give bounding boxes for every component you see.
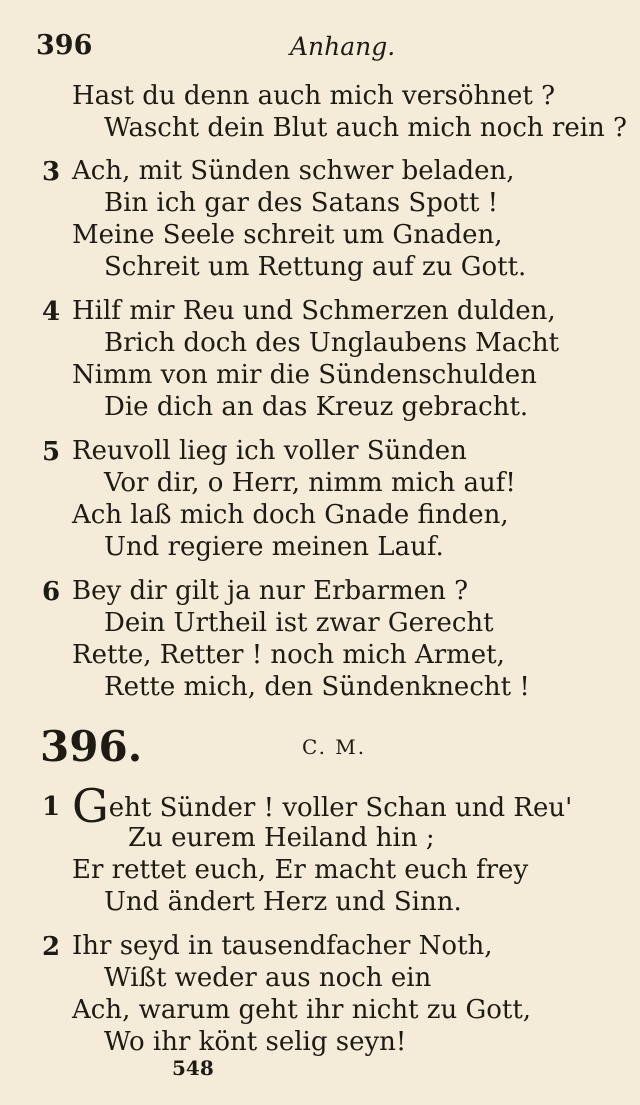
verse-number: 1	[42, 792, 61, 822]
verse-line: Ach, warum geht ihr nicht zu Gott,	[72, 995, 532, 1025]
signature-mark: 548	[172, 1056, 214, 1080]
verse-line: Bey dir gilt ja nur Erbarmen ?	[72, 576, 469, 606]
running-head: Anhang.	[290, 32, 396, 61]
verse-line: Ach laß mich doch Gnade finden,	[72, 500, 509, 530]
verse-line-with-dropcap	[72, 779, 573, 833]
hymn-number: 396.	[40, 722, 143, 771]
verse-line: Meine Seele schreit um Gnaden,	[72, 220, 503, 250]
verse-line: Reuvoll lieg ich voller Sünden	[72, 436, 467, 466]
drop-cap: G	[72, 779, 109, 833]
verse-line: Ach, mit Sünden schwer beladen,	[72, 156, 515, 186]
verse-number: 2	[42, 932, 61, 962]
verse-line: Brich doch des Unglaubens Macht	[104, 328, 560, 358]
verse-number: 5	[42, 437, 61, 467]
verse-line: Hilf mir Reu und Schmerzen dulden,	[72, 296, 556, 326]
verse-number: 6	[42, 577, 61, 607]
verse-number: 3	[42, 157, 61, 187]
verse-number: 4	[42, 297, 61, 327]
verse-line: Und regiere meinen Lauf.	[104, 532, 444, 562]
verse-line: Vor dir, o Herr, nimm mich auf!	[104, 468, 516, 498]
verse-line: Er rettet euch, Er macht euch frey	[72, 855, 529, 885]
verse-line: Dein Urtheil ist zwar Gerecht	[104, 608, 494, 638]
verse-line: Rette mich, den Sündenknecht !	[104, 672, 530, 702]
page-header	[0, 30, 640, 70]
verse-line: Nimm von mir die Sündenschulden	[72, 360, 537, 390]
meter-label: C. M.	[302, 735, 367, 759]
verse-line: Die dich an das Kreuz gebracht.	[104, 392, 529, 422]
verse-line: Und ändert Herz und Sinn.	[104, 887, 462, 917]
verse-line: Wo ihr könt selig seyn!	[104, 1027, 407, 1057]
verse-line: Schreit um Rettung auf zu Gott.	[104, 252, 527, 282]
verse-line: Rette, Retter ! noch mich Armet,	[72, 640, 505, 670]
verse-line: Ihr seyd in tausendfacher Noth,	[72, 931, 493, 961]
verse-line-text: eht Sünder ! voller Schan und Reu'	[108, 793, 573, 823]
verse-line: Wißt weder aus noch ein	[104, 963, 432, 993]
carry-line: Hast du denn auch mich versöhnet ?	[72, 81, 556, 111]
carry-line: Wascht dein Blut auch mich noch rein ?	[104, 113, 627, 143]
verse-line: Zu eurem Heiland hin ;	[128, 823, 435, 853]
verse-line: Bin ich gar des Satans Spott !	[104, 188, 499, 218]
page-number: 396	[36, 30, 93, 61]
